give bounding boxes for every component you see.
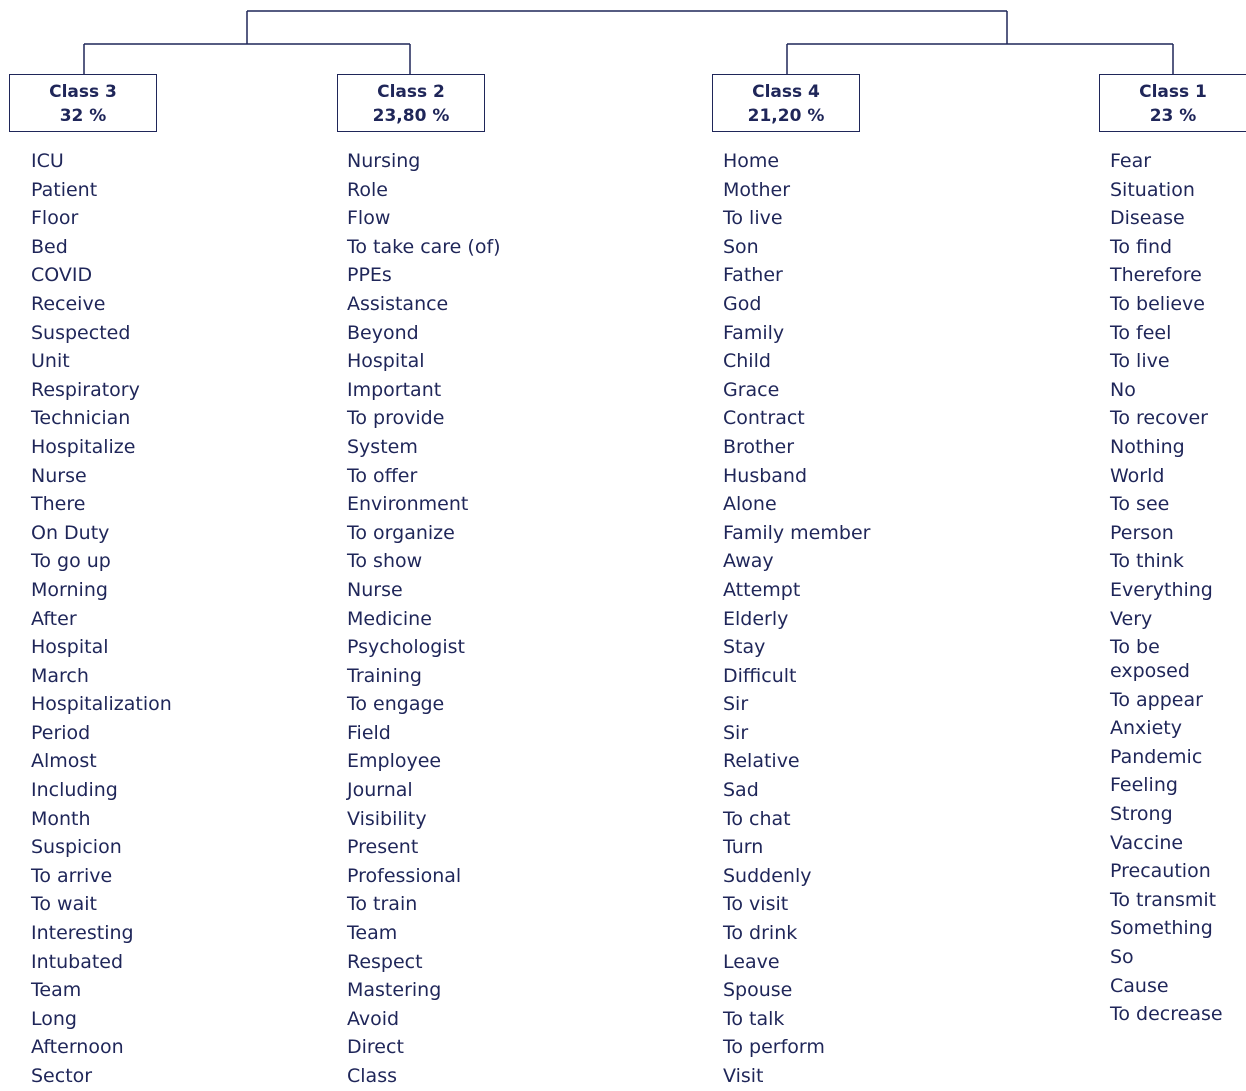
word-item: Suspected xyxy=(31,321,131,344)
word-item: Nothing xyxy=(1110,435,1185,458)
word-item: Difficult xyxy=(723,664,797,687)
word-item: Nurse xyxy=(347,578,403,601)
word-item: To believe xyxy=(1110,292,1205,315)
word-item: Environment xyxy=(347,493,469,516)
word-item: Family xyxy=(723,321,785,344)
word-item: No xyxy=(1110,378,1136,401)
word-item: Team xyxy=(347,922,398,945)
word-item: Person xyxy=(1110,521,1174,544)
word-item: Visit xyxy=(723,1065,764,1087)
word-item: To talk xyxy=(723,1007,785,1030)
word-item: To visit xyxy=(723,893,789,916)
word-item: To feel xyxy=(1110,321,1172,344)
word-item: Sector xyxy=(31,1065,93,1087)
word-item: Nursing xyxy=(347,150,421,172)
word-item: Grace xyxy=(723,378,780,401)
word-item: Assistance xyxy=(347,292,449,315)
word-item: Hospitalization xyxy=(31,693,172,716)
word-item: Month xyxy=(31,807,91,830)
word-item: To perform xyxy=(723,1036,825,1059)
word-item: To train xyxy=(347,893,418,916)
word-item: Home xyxy=(723,150,780,172)
word-item: Pandemic xyxy=(1110,745,1203,768)
word-item: To live xyxy=(723,207,783,230)
word-item: To go up xyxy=(31,550,111,573)
word-item: To take care (of) xyxy=(347,235,501,258)
word-item: Unit xyxy=(31,350,70,373)
class-4-word-list xyxy=(723,147,870,1091)
class-4-box xyxy=(712,74,860,132)
word-item: Anxiety xyxy=(1110,717,1182,740)
word-item: Employee xyxy=(347,750,442,773)
word-item: Sir xyxy=(723,721,749,744)
word-item: Respiratory xyxy=(31,378,140,401)
class-3-box xyxy=(9,74,157,132)
word-item: Psychologist xyxy=(347,636,465,659)
word-item: Father xyxy=(723,264,783,287)
word-item: Feeling xyxy=(1110,774,1178,797)
word-item: Sir xyxy=(723,693,749,716)
word-item: Field xyxy=(347,721,391,744)
word-item: To find xyxy=(1110,235,1173,258)
word-item: Long xyxy=(31,1007,77,1030)
word-item: After xyxy=(31,607,77,630)
class-2-box xyxy=(337,74,485,132)
word-item: Cause xyxy=(1110,974,1169,997)
word-item: Son xyxy=(723,235,759,258)
class-4-percent: 21,20 % xyxy=(747,106,825,126)
word-item: Relative xyxy=(723,750,800,773)
word-item: Interesting xyxy=(31,922,134,945)
word-item: Suspicion xyxy=(31,836,122,859)
word-item: To chat xyxy=(723,807,791,830)
word-item: Mother xyxy=(723,178,791,201)
word-item: Spouse xyxy=(723,979,793,1002)
word-item: To offer xyxy=(347,464,418,487)
word-item: ICU xyxy=(31,150,64,172)
word-item: Child xyxy=(723,350,771,373)
word-item: To think xyxy=(1110,550,1184,573)
word-item: Role xyxy=(347,178,388,201)
word-item: Everything xyxy=(1110,578,1213,601)
class-4-title: Class 4 xyxy=(752,82,820,102)
word-item: Training xyxy=(347,664,422,687)
word-item: Floor xyxy=(31,207,79,230)
word-item: To be exposed xyxy=(1110,636,1190,683)
class-3-title: Class 3 xyxy=(49,82,117,102)
word-item: To live xyxy=(1110,350,1170,373)
class-3-word-list xyxy=(31,147,172,1091)
word-item: Team xyxy=(31,979,82,1002)
word-item: Away xyxy=(723,550,774,573)
class-1-title: Class 1 xyxy=(1139,82,1207,102)
word-item: Therefore xyxy=(1110,264,1202,287)
word-item: Husband xyxy=(723,464,808,487)
word-item: COVID xyxy=(31,264,93,287)
word-item: Stay xyxy=(723,636,766,659)
word-item: Suddenly xyxy=(723,864,812,887)
word-item: To arrive xyxy=(31,864,113,887)
word-item: March xyxy=(31,664,89,687)
word-item: Precaution xyxy=(1110,860,1211,883)
word-item: Disease xyxy=(1110,207,1185,230)
word-item: Afternoon xyxy=(31,1036,124,1059)
word-item: Sad xyxy=(723,779,759,802)
word-item: To show xyxy=(347,550,423,573)
word-item: Leave xyxy=(723,950,780,973)
word-item: World xyxy=(1110,464,1165,487)
class-1-word-list xyxy=(1110,147,1223,1029)
word-item: Flow xyxy=(347,207,391,230)
word-item: To decrease xyxy=(1110,1003,1223,1026)
word-item: Hospital xyxy=(31,636,109,659)
word-item: Elderly xyxy=(723,607,789,630)
word-item: Journal xyxy=(347,779,413,802)
class-2-title: Class 2 xyxy=(377,82,445,102)
word-item: To wait xyxy=(31,893,97,916)
word-item: To provide xyxy=(347,407,445,430)
word-item: Brother xyxy=(723,435,795,458)
word-item: Nurse xyxy=(31,464,87,487)
word-item: Mastering xyxy=(347,979,442,1002)
word-item: Period xyxy=(31,721,91,744)
word-item: Professional xyxy=(347,864,462,887)
class-1-percent: 23 % xyxy=(1149,106,1197,126)
word-item: Class xyxy=(347,1065,397,1087)
word-item: Almost xyxy=(31,750,97,773)
word-item: God xyxy=(723,292,762,315)
word-item: Bed xyxy=(31,235,68,258)
word-item: Vaccine xyxy=(1110,831,1184,854)
word-item: Important xyxy=(347,378,442,401)
word-item: There xyxy=(31,493,86,516)
word-item: Medicine xyxy=(347,607,432,630)
word-item: Hospitalize xyxy=(31,435,136,458)
word-item: Intubated xyxy=(31,950,124,973)
word-item: Receive xyxy=(31,292,106,315)
dendrogram-lines xyxy=(0,0,1246,80)
word-item: Direct xyxy=(347,1036,404,1059)
word-item: On Duty xyxy=(31,521,110,544)
word-item: Turn xyxy=(723,836,764,859)
word-item: To drink xyxy=(723,922,798,945)
word-item: Avoid xyxy=(347,1007,400,1030)
class-1-box xyxy=(1099,74,1246,132)
word-item: Including xyxy=(31,779,118,802)
word-item: Situation xyxy=(1110,178,1195,201)
class-2-word-list xyxy=(347,147,501,1091)
word-item: System xyxy=(347,435,418,458)
word-item: Beyond xyxy=(347,321,419,344)
word-item: Respect xyxy=(347,950,423,973)
word-item: Hospital xyxy=(347,350,425,373)
class-3-percent: 32 % xyxy=(59,106,107,126)
word-item: To engage xyxy=(347,693,445,716)
word-item: Attempt xyxy=(723,578,801,601)
class-2-percent: 23,80 % xyxy=(372,106,450,126)
word-item: Technician xyxy=(31,407,131,430)
word-item: To organize xyxy=(347,521,455,544)
word-item: Fear xyxy=(1110,150,1152,172)
word-item: Something xyxy=(1110,917,1213,940)
word-item: PPEs xyxy=(347,264,392,287)
word-item: Contract xyxy=(723,407,805,430)
word-item: Very xyxy=(1110,607,1153,630)
word-item: Visibility xyxy=(347,807,427,830)
word-item: Patient xyxy=(31,178,98,201)
word-item: Strong xyxy=(1110,803,1173,826)
word-item: Morning xyxy=(31,578,108,601)
word-item: To transmit xyxy=(1110,888,1217,911)
word-item: Alone xyxy=(723,493,777,516)
word-item: Present xyxy=(347,836,419,859)
word-item: To see xyxy=(1110,493,1170,516)
word-item: To appear xyxy=(1110,688,1203,711)
word-item: Family member xyxy=(723,521,871,544)
word-item: To recover xyxy=(1110,407,1208,430)
word-item: So xyxy=(1110,946,1134,969)
